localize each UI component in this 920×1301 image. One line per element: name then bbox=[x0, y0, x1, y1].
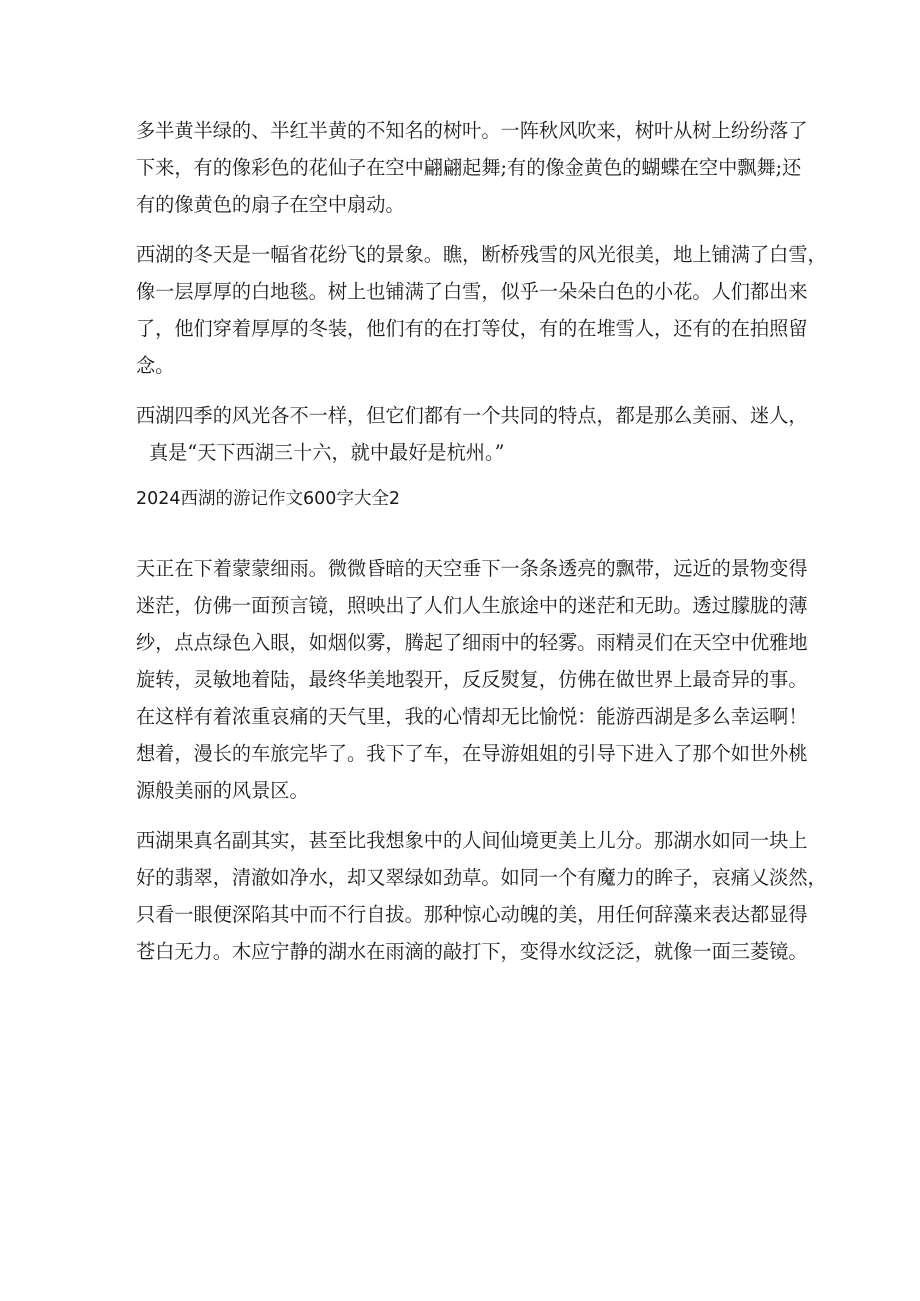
text-line: 西湖果真名副其实，甚至比我想象中的人间仙境更美上儿分。那湖水如同一块上 bbox=[136, 829, 808, 852]
paragraph-winter bbox=[136, 236, 827, 384]
text-line: 只看一眼便深陷其中而不行自拔。那种惊心动魄的美，用任何辞藻来表达都显得 bbox=[136, 903, 808, 926]
text-line: 纱，点点绿色入眼，如烟似雾，腾起了细雨中的轻雾。雨精灵们在天空中优雅地 bbox=[136, 631, 808, 654]
text-line: 真是“天下西湖三十六，就中最好是杭州。” bbox=[149, 441, 505, 464]
text-line: 在这样有着浓重哀痛的天气里，我的心情却无比愉悦：能游西湖是多么幸运啊！ bbox=[136, 705, 808, 728]
paragraph-lake bbox=[136, 822, 827, 970]
text-line: 旋转，灵敏地着陆，最终华美地裂开，反反熨复，仿佛在做世界上最奇异的事。 bbox=[136, 668, 808, 691]
text-line: 像一层厚厚的白地毯。树上也铺满了白雪，似乎一朵朵白色的小花。人们都出来 bbox=[136, 280, 808, 303]
paragraph-rain bbox=[136, 550, 808, 809]
section-heading: 2024西湖的游记作文600字大全2 bbox=[136, 489, 401, 509]
text-line: 好的翡翠，清澈如净水，却又翠绿如劲草。如同一个有魔力的眸子，哀痛乂淡然， bbox=[136, 866, 827, 889]
paragraph-autumn bbox=[136, 112, 808, 223]
text-line: 苍白无力。木应宁静的湖水在雨滴的敲打下，变得水纹泛泛，就像一面三菱镜。 bbox=[136, 940, 808, 963]
text-line: 念。 bbox=[136, 354, 175, 377]
text-line: 下来，有的像彩色的花仙子在空中翩翩起舞;有的像金黄色的蝴蝶在空中飘舞;还 bbox=[136, 156, 802, 179]
text-line: 了，他们穿着厚厚的冬装，他们有的在打等仗，有的在堆雪人，还有的在拍照留 bbox=[136, 317, 808, 340]
text-line: 多半黄半绿的、半红半黄的不知名的树叶。一阵秋风吹来，树叶从树上纷纷落了 bbox=[136, 119, 808, 142]
paragraph-seasons bbox=[136, 397, 808, 471]
text-line: 天正在下着蒙蒙细雨。微微昏暗的天空垂下一条条透亮的飘带，远近的景物变得 bbox=[136, 557, 808, 580]
text-line: 源般美丽的风景区。 bbox=[136, 779, 309, 802]
text-line: 想着，漫长的车旅完毕了。我下了车，在导游姐姐的引导下进入了那个如世外桃 bbox=[136, 742, 808, 765]
text-line: 有的像黄色的扇子在空中扇动。 bbox=[136, 193, 405, 216]
document-page bbox=[136, 112, 827, 983]
text-line: 迷茫，仿佛一面预言镜，照映出了人们人生旅途中的迷茫和无助。透过朦胧的薄 bbox=[136, 594, 808, 617]
text-line: 西湖的冬天是一幅省花纷飞的景象。瞧，断桥残雪的风光很美，地上铺满了白雪， bbox=[136, 243, 827, 266]
text-line: 西湖四季的风光各不一样，但它们都有一个共同的特点，都是那么美丽、迷人， bbox=[136, 404, 808, 427]
